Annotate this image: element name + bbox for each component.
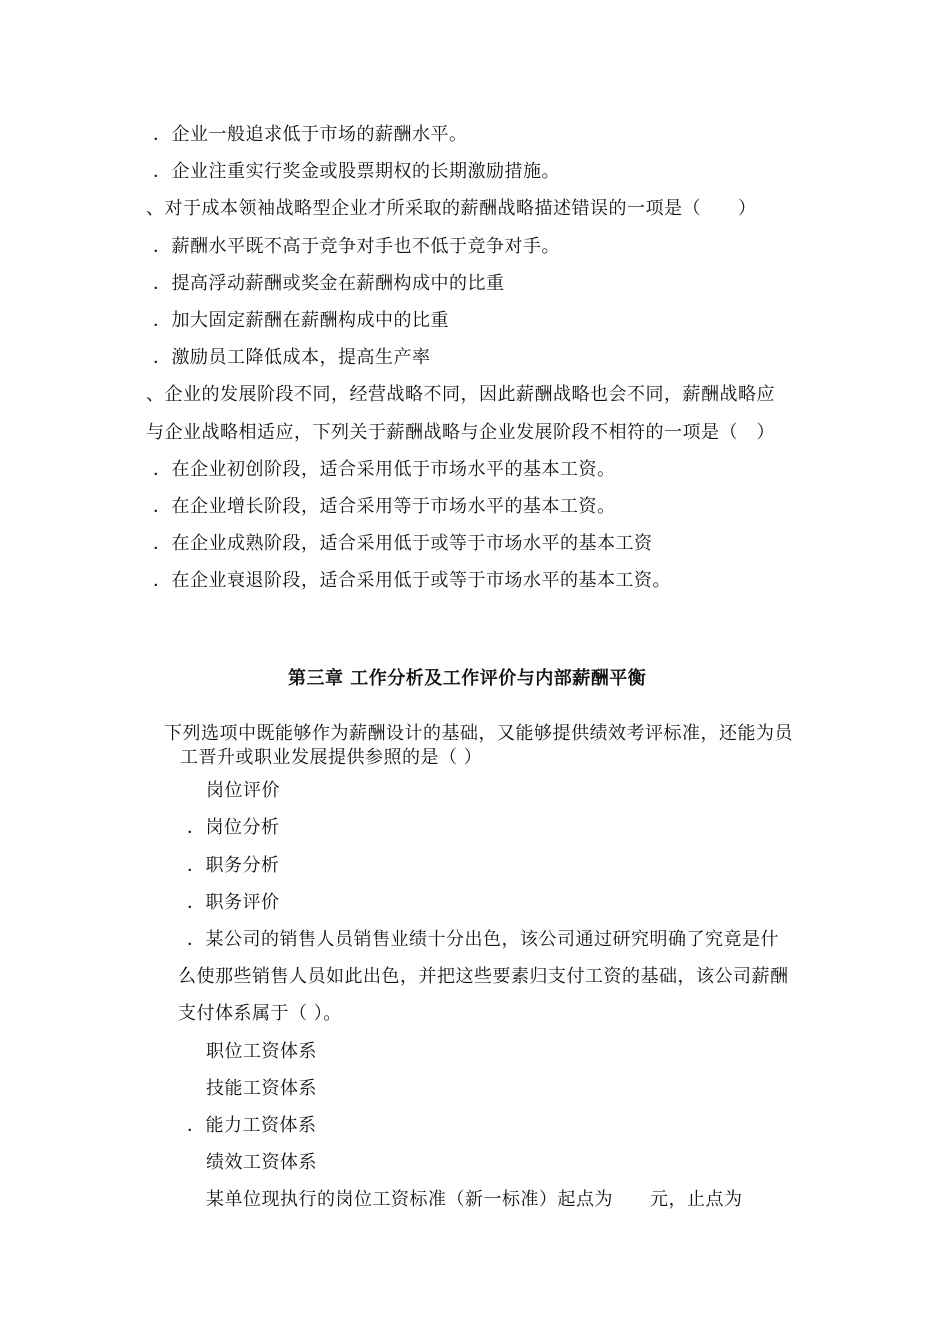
question-text: 某单位现执行的岗位工资标准（新一标准）起点为 元，止点为	[206, 1189, 743, 1210]
option-text: ．在企业成熟阶段，适合采用低于或等于市场水平的基本工资	[153, 533, 653, 554]
option-text: ．薪酬水平既不高于竞争对手也不低于竞争对手。	[153, 236, 560, 257]
option-text: 技能工资体系	[206, 1078, 317, 1099]
option-text: ．职务分析	[187, 855, 280, 876]
option-text: ．在企业初创阶段，适合采用低于市场水平的基本工资。	[153, 459, 616, 480]
option-text: ．在企业衰退阶段，适合采用低于或等于市场水平的基本工资。	[153, 570, 671, 591]
option-text: ．企业一般追求低于市场的薪酬水平。	[153, 124, 468, 145]
question-text: 工晋升或职业发展提供参照的是（ ）	[180, 747, 483, 768]
question-text: 么使那些销售人员如此出色，并把这些要素归支付工资的基础，该公司薪酬	[178, 966, 789, 987]
question-text: 、企业的发展阶段不同，经营战略不同，因此薪酬战略也会不同，薪酬战略应	[146, 384, 775, 405]
question-text: 下列选项中既能够作为薪酬设计的基础，又能够提供绩效考评标准，还能为员	[164, 723, 793, 744]
question-text: 与企业战略相适应，下列关于薪酬战略与企业发展阶段不相符的一项是（ ）	[146, 422, 775, 443]
option-text: ．企业注重实行奖金或股票期权的长期激励措施。	[153, 161, 560, 182]
option-text: ．在企业增长阶段，适合采用等于市场水平的基本工资。	[153, 496, 616, 517]
question-text: 、对于成本领袖战略型企业才所采取的薪酬战略描述错误的一项是（ ）	[146, 198, 757, 219]
option-text: ．岗位分析	[187, 817, 280, 838]
option-text: 岗位评价	[206, 780, 280, 801]
option-text: 职位工资体系	[206, 1041, 317, 1062]
option-text: ．激励员工降低成本，提高生产率	[153, 347, 431, 368]
question-text: 支付体系属于（ ）。	[178, 1003, 342, 1024]
option-text: ．提高浮动薪酬或奖金在薪酬构成中的比重	[153, 273, 505, 294]
question-text: ．某公司的销售人员销售业绩十分出色，该公司通过研究明确了究竟是什	[187, 929, 779, 950]
option-text: ．职务评价	[187, 892, 280, 913]
option-text: ．能力工资体系	[187, 1115, 317, 1136]
chapter-title: 第三章 工作分析及工作评价与内部薪酬平衡	[288, 668, 647, 689]
option-text: 绩效工资体系	[206, 1152, 317, 1173]
option-text: ．加大固定薪酬在薪酬构成中的比重	[153, 310, 449, 331]
